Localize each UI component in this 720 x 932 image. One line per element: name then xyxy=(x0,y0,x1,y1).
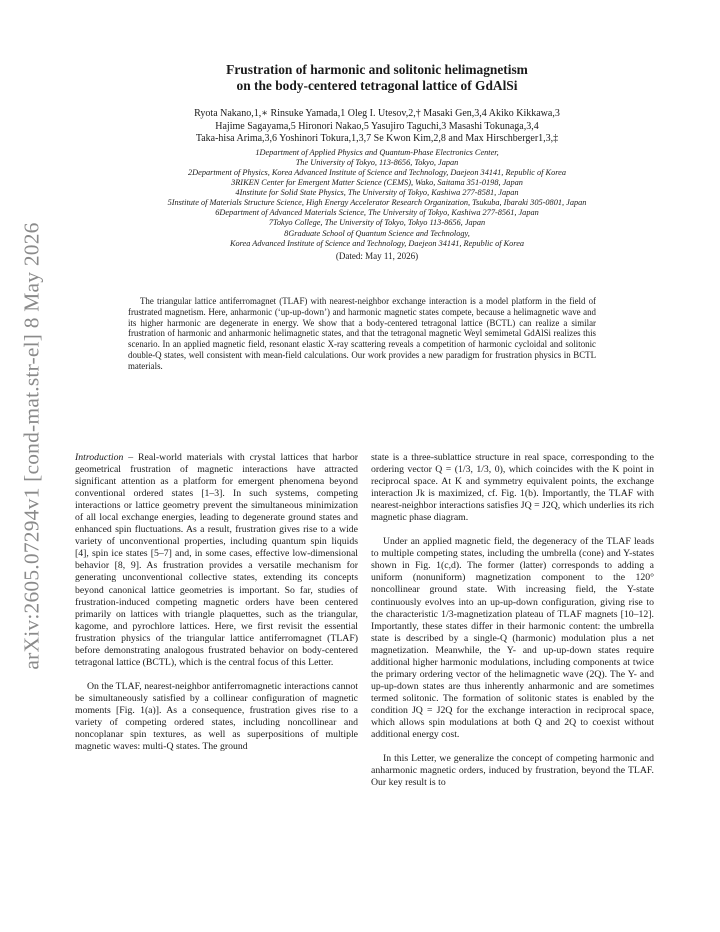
title-line-2: on the body-centered tetragonal lattice of GdAlSi xyxy=(236,78,518,93)
arxiv-sidebar xyxy=(4,206,60,686)
abstract-text: The triangular lattice antiferromagnet (TLAF) with nearest-neighbor exchange interaction is a model platform in the field of frustrated magnetism. Here, anharmonic (‘up-up-down’) and harmonic magnetic states compete, because a helimagnetic wave and its higher harmonic are degenerate in energy. We show that a body-centered tetragonal lattice (BCTL) can realize a similar frustration of harmonic and anharmonic helimagnetic states, and that the tetragonal magnetic Weyl semimetal GdAlSi realizes this scenario. In an applied magnetic field, resonant elastic X-ray scattering reveals a competition of harmonic cycloidal and solitonic double-Q states, well consistent with mean-field calculations. Our work provides a new paradigm for frustration physics in BCTL materials. xyxy=(128,296,596,371)
affiliation-line: The University of Tokyo, 113-8656, Tokyo, Japan xyxy=(295,157,459,167)
affiliation-line: 1Department of Applied Physics and Quantum-Phase Electronics Center, xyxy=(255,147,499,157)
arxiv-identifier: arXiv:2605.07294v1 [cond-mat.str-el] 8 May 2026 xyxy=(19,222,44,670)
author-line: Ryota Nakano,1,∗ Rinsuke Yamada,1 Oleg I. Utesov,2,† Masaki Gen,3,4 Akiko Kikkawa,3 xyxy=(194,108,560,119)
affiliation-line: Korea Advanced Institute of Science and Technology, Daejeon 34141, Republic of Korea xyxy=(229,238,525,248)
section-label-introduction: Introduction xyxy=(75,452,124,463)
affiliation-line: 3RIKEN Center for Emergent Matter Science (CEMS), Wako, Saitama 351-0198, Japan xyxy=(231,178,523,188)
affiliation-line: 7Tokyo College, The University of Tokyo, Tokyo 113-8656, Japan xyxy=(268,218,486,228)
body-column-right xyxy=(371,452,654,801)
paper-header xyxy=(62,62,692,262)
paper-title xyxy=(62,62,692,94)
dated-line: (Dated: May 11, 2026) xyxy=(335,250,419,261)
affiliation-line: 4Institute for Solid State Physics, The University of Tokyo, Kashiwa 277-8581, Japan xyxy=(235,188,519,198)
paragraph: On the TLAF, nearest-neighbor antiferromagnetic interactions cannot be simultaneously satisfied by a collinear configuration of magnetic moments [Fig. 1(a)]. As a consequence, frustration gives rise to a variety of competing ordered states, including noncollinear and noncoplanar spin textures, as well as superpositions of multiple magnetic waves: multi-Q states. The ground xyxy=(75,680,358,753)
paragraph: Under an applied magnetic field, the degeneracy of the TLAF leads to multiple competing states, including the umbrella (cone) and Y-states shown in Fig. 1(c,d). The former (latter) corresponds to adding a uniform (nonuniform) magnetization component to the 120° noncollinear ground state. With increasing field, the Y-state continuously evolves into an up-up-down configuration, giving rise to the characteristic 1/3-magnetization plateau of TLAF magnets [10–12]. Importantly, these states differ in their harmonic content: the umbrella state is described by a single-Q (harmonic) modulation plus a net magnetization. Meanwhile, the Y- and up-up-down states require additional higher harmonic modulations, including components at twice the primary ordering vector of the helimagnetic wave (2Q). The Y- and up-up-down states are thus inherently anharmonic and are sometimes termed solitonic. The formation of solitonic states is enabled by the condition JQ = J2Q for the exchange interaction in reciprocal space, which allows spin modulations at both Q and 2Q to coexist without additional energy cost. xyxy=(371,536,654,741)
paragraph: In this Letter, we generalize the concept of competing harmonic and anharmonic magnetic orders, induced by frustration, beyond the TLAF. Our key result is to xyxy=(371,753,654,789)
abstract xyxy=(128,296,596,371)
author-line: Taka-hisa Arima,3,6 Yoshinori Tokura,1,3,7 Se Kwon Kim,2,8 and Max Hirschberger1,3,‡ xyxy=(195,133,559,145)
author-line: Hajime Sagayama,5 Hironori Nakao,5 Yasujiro Taguchi,3 Masashi Tokunaga,3,4 xyxy=(215,120,539,132)
paragraph-introduction xyxy=(75,452,358,669)
affiliation-line: 6Department of Advanced Materials Science, The University of Tokyo, Kashiwa 277-8561, Japan xyxy=(215,208,539,218)
paragraph: state is a three-sublattice structure in real space, corresponding to the ordering vector Q = (1/3, 1/3, 0), which coincides with the K point in reciprocal space. At K and symmetry equivalent points, the exchange interaction Jk is maximized, cf. Fig. 1(b). Importantly, the TLAF with nearest-neighbor interactions satisfies JQ = J2Q, which underlies its rich magnetic phase diagram. xyxy=(371,452,654,524)
paragraph-text: – Real-world materials with crystal lattices that harbor geometrical frustration of magnetic interactions have attracted significant attention as a platform for emergent phenomena beyond conventional ordered states [1–3]. In such systems, competing interactions or lattice geometry prevent the simultaneous minimization of all local exchange energies, leading to degenerate ground states and enhanced spin fluctuations. As a result, frustration gives rise to a wide variety of unconventional properties, including quantum spin liquids [4], spin ice states [5–7] and, in some cases, effective low-dimensional behavior [8, 9]. As frustration provides a versatile mechanism for generating unconventional collective states, extending its concepts beyond canonical lattice geometries is important. So far, studies of frustration-induced competing magnetic orders have been centered primarily on lattices with triangle plaquettes, such as the triangular, kagome, and pyrochlore lattices. Here, we first revisit the essential frustration physics of the triangular lattice antiferromagnet (TLAF) before demonstrating analogous frustrated behavior on body-centered tetragonal lattice (BCTL), which is the central focus of this Letter. xyxy=(75,452,358,668)
affiliation-line: 8Graduate School of Quantum Science and Technology, xyxy=(284,228,470,238)
title-line-1: Frustration of harmonic and solitonic helimagnetism xyxy=(226,62,528,77)
affiliation-list xyxy=(62,148,692,249)
affiliation-line: 2Department of Physics, Korea Advanced Institute of Science and Technology, Daejeon 34141, Republic of Korea xyxy=(188,167,566,177)
affiliation-line: 5Institute of Materials Structure Science, High Energy Accelerator Research Organization, Tsukuba, Ibaraki 305-0801, Japan xyxy=(167,198,587,208)
author-list xyxy=(62,108,692,146)
body-column-left xyxy=(75,452,358,765)
